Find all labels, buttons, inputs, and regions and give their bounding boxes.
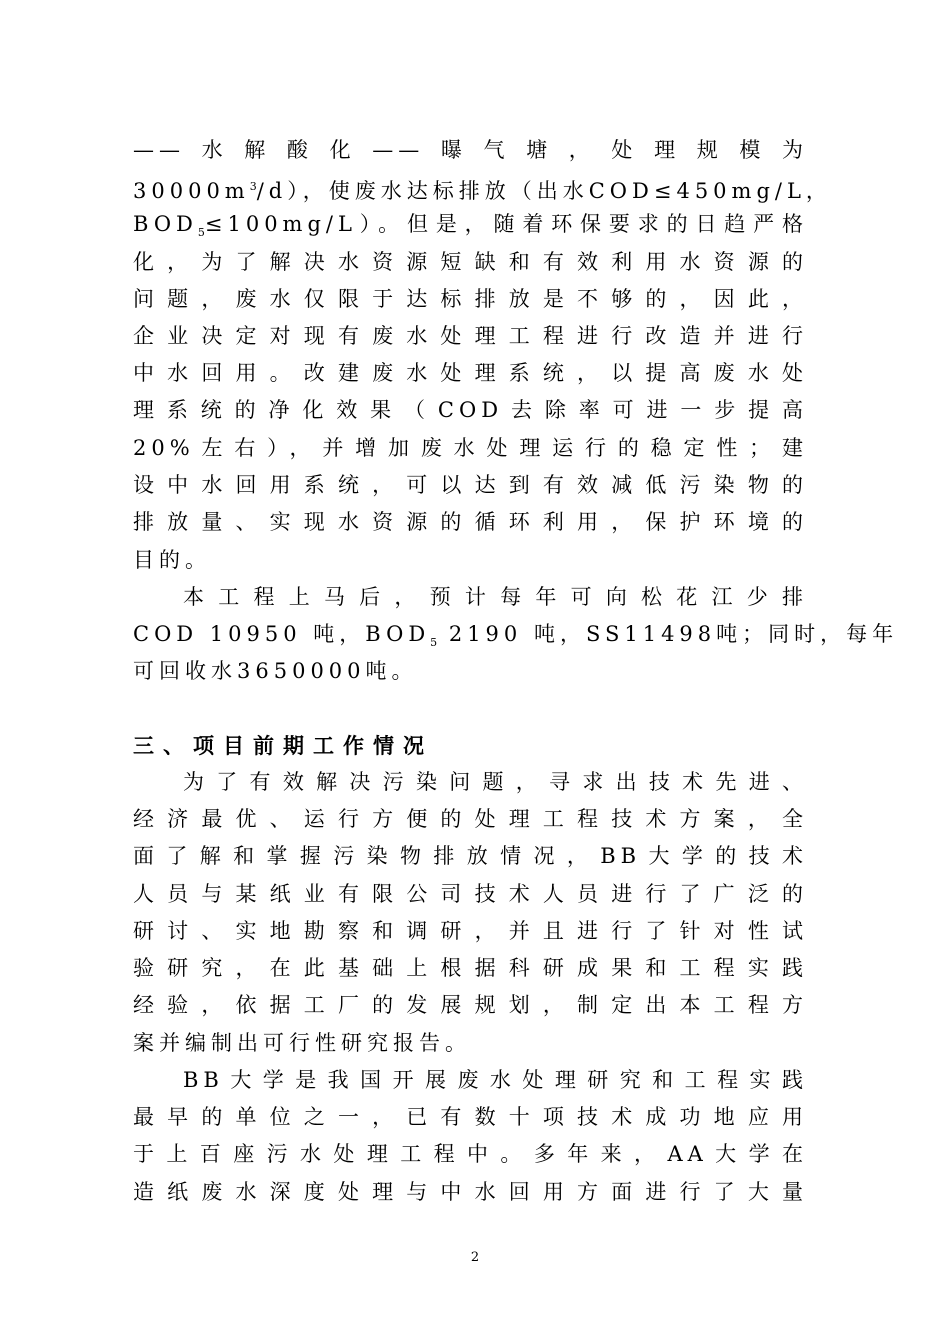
text-line: 验研究，在此基础上根据科研成果和工程实践 (133, 956, 808, 980)
text-line: 于上百座污水处理工程中。多年来，AA大学在 (133, 1142, 808, 1166)
text-line: 化，为了解决水资源短缺和有效利用水资源的 (133, 250, 808, 274)
section-heading: 三、项目前期工作情况 (133, 733, 433, 758)
text-line: 20%左右），并增加废水处理运行的稳定性；建 (133, 436, 808, 460)
text-line: 本工程上马后，预计每年可向松花江少排 (183, 585, 808, 609)
text-line: 问题，废水仅限于达标排放是不够的，因此， (133, 287, 808, 311)
text-line: 为了有效解决污染问题，寻求出技术先进、 (183, 770, 808, 794)
text-line: $BOD_5\le 100mg/L$）。但是，随着环保要求的日趋严格 (133, 212, 808, 240)
text-line: 研讨、实地勘察和调研，并且进行了针对性试 (133, 919, 808, 943)
text-line: 可回收水3650000吨。 (133, 659, 418, 683)
text-line: 企业决定对现有废水处理工程进行改造并进行 (133, 324, 808, 348)
text-line: 理系统的净化效果（COD去除率可进一步提高 (133, 398, 808, 422)
text-line: 设中水回用系统，可以达到有效减低污染物的 (133, 473, 808, 497)
text-line: $30000m^3/d$），使废水达标排放（出水COD≤450mg/L， (133, 179, 832, 203)
page-number: 2 (470, 1250, 480, 1265)
text-line: 人员与某纸业有限公司技术人员进行了广泛的 (133, 882, 808, 906)
text-line: ——水解酸化——曝气塘，处理规模为 (133, 138, 808, 162)
text-line: 排放量、实现水资源的循环利用，保护环境的 (133, 510, 808, 534)
text-line: 最早的单位之一，已有数十项技术成功地应用 (133, 1105, 808, 1129)
text-line: 案并编制出可行性研究报告。 (133, 1031, 471, 1055)
text-line: 经济最优、运行方便的处理工程技术方案，全 (133, 807, 808, 831)
text-line: 造纸废水深度处理与中水回用方面进行了大量 (133, 1180, 808, 1204)
text-line: 目的。 (133, 548, 211, 572)
text-line: 经验，依据工厂的发展规划，制定出本工程方 (133, 993, 808, 1017)
text-line: COD 10950 吨，$BOD_5$ 2190 吨，SS11498吨；同时，每年 (133, 622, 899, 650)
text-line: BB大学是我国开展废水处理研究和工程实践 (183, 1068, 808, 1092)
text-line: 中水回用。改建废水处理系统，以提高废水处 (133, 361, 808, 385)
text-line: 面了解和掌握污染物排放情况，BB大学的技术 (133, 844, 808, 868)
